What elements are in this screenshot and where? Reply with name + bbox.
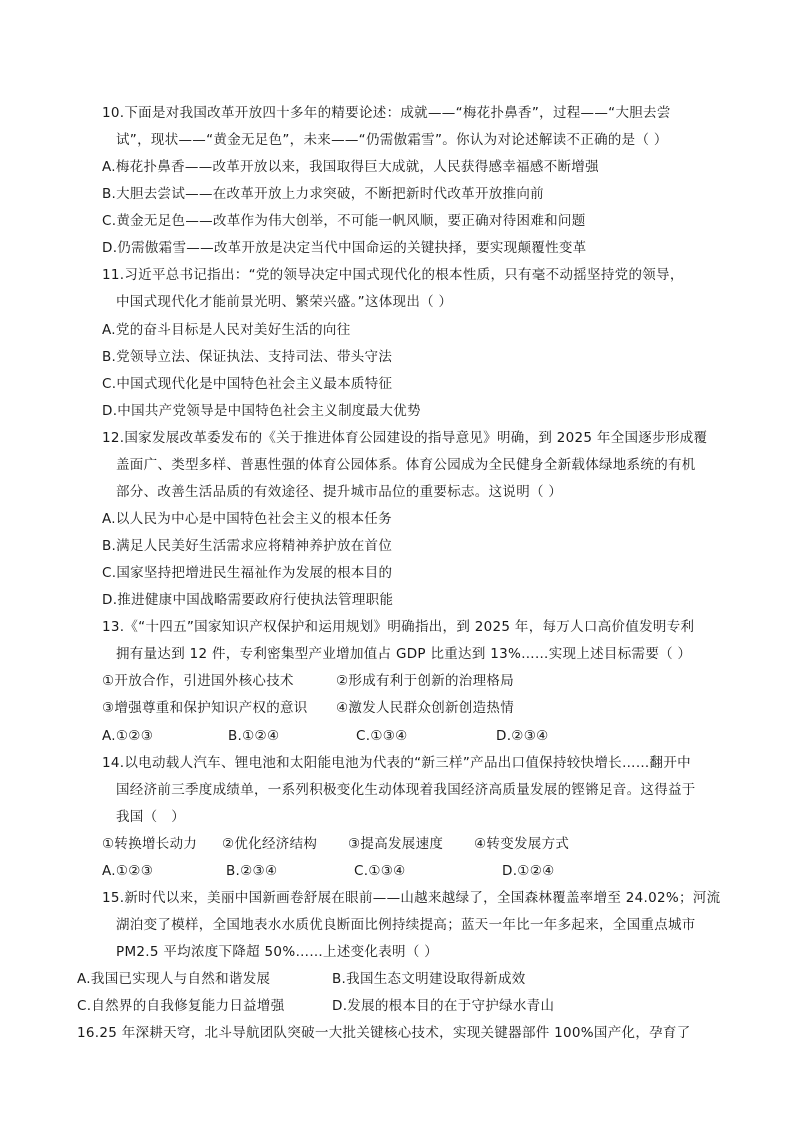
q10-option-d: D.仍需傲霜雪——改革开放是决定当代中国命运的关键抉择，要实现颠覆性变革 [102,240,587,256]
q11-option-c: C.中国式现代化是中国特色社会主义最本质特征 [102,376,393,392]
q15-option-b: B.我国生态文明建设取得新成效 [332,971,526,987]
q15-stem-line-2: 湖泊变了模样，全国地表水水质优良断面比例持续提高；蓝天一年比一年多起来，全国重点城市 [116,917,696,933]
q11-option-d: D.中国共产党领导是中国特色社会主义制度最大优势 [102,403,421,419]
q12-stem-line-1: 12.国家发展改革委发布的《关于推进体育公园建设的指导意见》明确，到 2025 年全国逐步形成覆 [102,430,708,446]
q14-statement-3: ③提高发展速度 [348,836,444,852]
q10-stem-line-1: 10.下面是对我国改革开放四十多年的精要论述：成就——“梅花扑鼻香”，过程——“大胆去尝 [102,105,671,121]
q10-stem-line-2: 试”，现状——“黄金无足色”，未来——“仍需傲霜雪”。你认为对论述解读不正确的是（ ） [116,132,668,148]
q15-stem-line-1: 15.新时代以来，美丽中国新画卷舒展在眼前——山越来越绿了，全国森林覆盖率增至 24.02%；河流 [102,890,721,906]
q11-option-b: B.党领导立法、保证执法、支持司法、带头守法 [102,349,393,365]
q10-option-c: C.黄金无足色——改革作为伟大创举，不可能一帆风顺，要正确对待困难和问题 [102,213,586,229]
q10-option-b: B.大胆去尝试——在改革开放上力求突破，不断把新时代改革开放推向前 [102,186,544,202]
q15-stem-line-3: PM2.5 平均浓度下降超 50%……上述变化表明（ ） [116,944,439,960]
q15-option-c: C.自然界的自我修复能力日益增强 [77,998,285,1014]
q15-option-d: D.发展的根本目的在于守护绿水青山 [332,998,555,1014]
q12-stem-line-3: 部分、改善生活品质的有效途径、提升城市品位的重要标志。这说明（ ） [116,484,563,500]
q12-stem-line-2: 盖面广、类型多样、普惠性强的体育公园体系。体育公园成为全民健身全新载体绿地系统的有机 [116,457,696,473]
q13-statement-3: ③增强尊重和保护知识产权的意识 [102,700,308,716]
q16-stem-line-1: 16.25 年深耕天穹，北斗导航团队突破一大批关键核心技术，实现关键器部件 100%国产化，孕育了 [77,1025,691,1041]
q14-stem-line-2: 国经济前三季度成绩单，一系列积极变化生动体现着我国经济高质量发展的铿锵足音。这得益于 [116,782,696,798]
q10-option-a: A.梅花扑鼻香——改革开放以来，我国取得巨大成就，人民获得感幸福感不断增强 [102,159,599,175]
q13-stem-line-2: 拥有量达到 12 件，专利密集型产业增加值占 GDP 比重达到 13%……实现上述目标需要（ ） [116,646,692,662]
q13-choice-c: C.①③④ [356,728,408,744]
q11-option-a: A.党的奋斗目标是人民对美好生活的向往 [102,322,351,338]
q14-choice-d: D.①②④ [502,863,555,879]
q14-statement-2: ②优化经济结构 [222,836,318,852]
q14-stem-line-3: 我国（ ） [116,809,185,825]
q11-stem-line-1: 11.习近平总书记指出：“党的领导决定中国式现代化的根本性质，只有毫不动摇坚持党的领导， [102,267,684,283]
q12-option-d: D.推进健康中国战略需要政府行使执法管理职能 [102,592,394,608]
q13-choice-b: B.①②④ [228,728,280,744]
q14-choice-c: C.①③④ [354,863,406,879]
q14-choice-b: B.②③④ [226,863,278,879]
q14-stem-line-1: 14.以电动载人汽车、锂电池和太阳能电池为代表的“新三样”产品出口值保持较快增长……翻开中 [102,755,691,771]
q13-statement-1: ①开放合作，引进国外核心技术 [102,673,294,689]
q14-choice-a: A.①②③ [102,863,154,879]
q13-choice-d: D.②③④ [496,728,549,744]
q13-statement-4: ④激发人民群众创新创造热情 [336,700,515,716]
q13-choice-a: A.①②③ [102,728,154,744]
q12-option-b: B.满足人民美好生活需求应将精神养护放在首位 [102,538,393,554]
q11-stem-line-2: 中国式现代化才能前景光明、繁荣兴盛。”这体现出（ ） [116,294,453,310]
q14-statement-4: ④转变发展方式 [474,836,570,852]
q14-statement-1: ①转换增长动力 [102,836,198,852]
q12-option-a: A.以人民为中心是中国特色社会主义的根本任务 [102,511,392,527]
q12-option-c: C.国家坚持把增进民生福祉作为发展的根本目的 [102,565,393,581]
q15-option-a: A.我国已实现人与自然和谐发展 [77,971,271,987]
q13-stem-line-1: 13.《“十四五”国家知识产权保护和运用规划》明确指出，到 2025 年，每万人口高价值发明专利 [102,619,695,635]
q13-statement-2: ②形成有利于创新的治理格局 [336,673,515,689]
